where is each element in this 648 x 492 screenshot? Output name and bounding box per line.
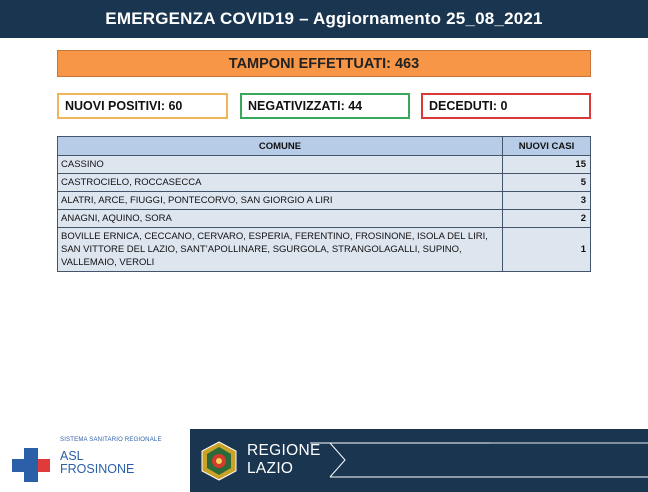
regione-line2: LAZIO [247,460,294,477]
tamponi-text: TAMPONI EFFETTUATI: 463 [228,55,420,72]
regione-line1: REGIONE [247,442,321,459]
regione-lazio-emblem-icon [200,441,238,481]
table-row [58,174,591,192]
casi-cell: 1 [503,228,591,272]
asl-name-line1: ASL [60,449,84,463]
comuni-table [57,136,591,272]
table-header-row [58,137,591,156]
table-row [58,210,591,228]
comune-cell: CASTROCIELO, ROCCASECCA [58,174,503,192]
regione-name [247,442,321,478]
table-row [58,228,591,272]
table-row [58,192,591,210]
blue-red-cross-icon [12,448,50,482]
positivi-text: NUOVI POSITIVI: 60 [65,99,183,113]
page-title-bar [0,0,648,38]
casi-cell: 15 [503,156,591,174]
comune-cell: BOVILLE ERNICA, CECCANO, CERVARO, ESPERIA, FERENTINO, FROSINONE, ISOLA DEL LIRI, SAN VITTORE DEL LAZIO, SANT’APOLLINARE, SGURGOLA, STRANGOLAGALLI, SUPINO, VALLEMAIO, VEROLI [58,228,503,272]
column-header-nuovi-casi: NUOVI CASI [503,137,591,156]
casi-cell: 2 [503,210,591,228]
page-title: EMERGENZA COVID19 – Aggiornamento 25_08_2021 [105,9,543,28]
casi-cell: 3 [503,192,591,210]
asl-name [60,450,134,476]
negativizzati-box [240,93,410,119]
deceduti-box [421,93,591,119]
negativizzati-text: NEGATIVIZZATI: 44 [248,99,363,113]
positivi-box [57,93,228,119]
comune-cell: ANAGNI, AQUINO, SORA [58,210,503,228]
table-row [58,156,591,174]
casi-cell: 5 [503,174,591,192]
tamponi-banner [57,50,591,77]
asl-name-line2: FROSINONE [60,462,135,476]
comune-cell: CASSINO [58,156,503,174]
deceduti-text: DECEDUTI: 0 [429,99,508,113]
asl-subtitle: SISTEMA SANITARIO REGIONALE [60,437,162,443]
column-header-comune: COMUNE [58,137,503,156]
comune-cell: ALATRI, ARCE, FIUGGI, PONTECORVO, SAN GIORGIO A LIRI [58,192,503,210]
